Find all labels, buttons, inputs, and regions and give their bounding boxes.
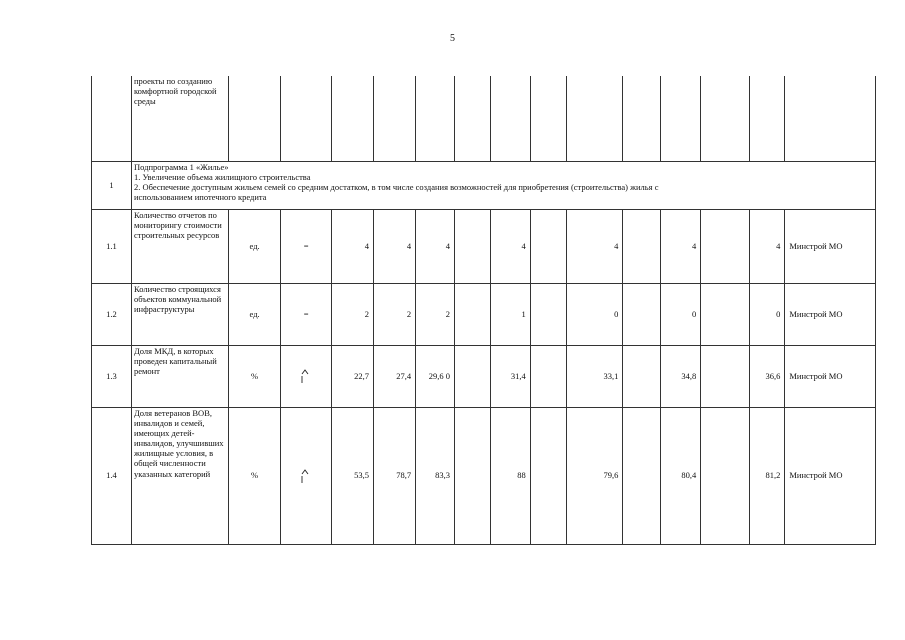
- cell-num: [92, 76, 132, 161]
- cell-value: 0: [566, 283, 623, 345]
- cell-value: [455, 283, 491, 345]
- cell-responsible: Минстрой МО: [785, 407, 876, 544]
- cell-value: 4: [331, 209, 373, 283]
- cell-value: 83,3: [416, 407, 455, 544]
- cell-value: 53,5: [331, 407, 373, 544]
- cell-value: 27,4: [374, 345, 416, 407]
- subprogram-goal-1: 1. Увеличение объема жилищного строительства: [133, 171, 311, 182]
- cell-value: [455, 407, 491, 544]
- cell-value: [701, 209, 749, 283]
- cell-value: 4: [566, 209, 623, 283]
- cell-value: 34,8: [661, 345, 701, 407]
- cell-value: [455, 209, 491, 283]
- cell-value: [530, 407, 566, 544]
- cell-name: Количество строящихся объектов коммунальной инфраструктуры: [131, 283, 228, 345]
- cell-value: 78,7: [374, 407, 416, 544]
- cell-value: 4: [749, 209, 785, 283]
- cell-value: 4: [374, 209, 416, 283]
- cell-num: 1: [92, 161, 132, 209]
- cell-value: 33,1: [566, 345, 623, 407]
- cell-name: Количество отчетов по мониторингу стоимости строительных ресурсов: [131, 209, 228, 283]
- cell-value: 2: [416, 283, 455, 345]
- cell-value: 79,6: [566, 407, 623, 544]
- indicators-table: [91, 76, 876, 545]
- cell-name: Доля МКД, в которых проведен капитальный ремонт: [131, 345, 228, 407]
- cell-value: 4: [661, 209, 701, 283]
- cell-value: 0: [661, 283, 701, 345]
- cell-value: 81,2: [749, 407, 785, 544]
- table-row: [92, 345, 876, 407]
- subprogram-goal-2: 2. Обеспечение доступным жильем семей со средним достатком, в том числе создания возможностей для приобретения (строительства) жилья с: [133, 181, 659, 192]
- cell-value: 80,4: [661, 407, 701, 544]
- cell-num: 1.2: [92, 283, 132, 345]
- cell-value: 2: [374, 283, 416, 345]
- cell-value: [701, 407, 749, 544]
- cell-value: 29,6 0: [416, 345, 455, 407]
- cell-type: [281, 345, 332, 407]
- page-number: 5: [450, 33, 455, 44]
- cell-unit: ед.: [228, 209, 281, 283]
- cell-type: =: [281, 209, 332, 283]
- subprogram-description: [131, 161, 875, 209]
- subprogram-title: Подпрограмма 1 «Жилье»: [133, 161, 229, 172]
- cell-value: [530, 209, 566, 283]
- cell-value: [623, 209, 661, 283]
- cell-unit: ед.: [228, 283, 281, 345]
- table-row: [92, 283, 876, 345]
- cell-value: [623, 283, 661, 345]
- cell-responsible: Минстрой МО: [785, 283, 876, 345]
- cell-value: 22,7: [331, 345, 373, 407]
- cell-value: [530, 283, 566, 345]
- cell-value: 0: [749, 283, 785, 345]
- cell-unit: %: [228, 345, 281, 407]
- cell-value: 4: [416, 209, 455, 283]
- table-row-subprogram: [92, 161, 876, 209]
- cell-unit: %: [228, 407, 281, 544]
- cell-value: [530, 345, 566, 407]
- arrow-up-icon: [299, 368, 313, 384]
- cell-name: Доля ветеранов ВОВ, инвалидов и семей, имеющих детей-инвалидов, улучшивших жилищные условия, в общей численности указанных категорий: [131, 407, 228, 544]
- cell-value: [701, 283, 749, 345]
- cell-name: проекты по созданию комфортной городской среды: [131, 76, 228, 161]
- cell-num: 1.4: [92, 407, 132, 544]
- cell-value: 4: [490, 209, 530, 283]
- cell-value: 36,6: [749, 345, 785, 407]
- cell-value: [623, 407, 661, 544]
- table-row: [92, 407, 876, 544]
- cell-value: 1: [490, 283, 530, 345]
- subprogram-goal-2-cont: использованием ипотечного кредита: [133, 192, 267, 203]
- cell-type: [281, 407, 332, 544]
- arrow-up-icon: [299, 468, 313, 484]
- cell-num: 1.1: [92, 209, 132, 283]
- cell-responsible: Минстрой МО: [785, 345, 876, 407]
- table-row-top: [92, 76, 876, 161]
- cell-num: 1.3: [92, 345, 132, 407]
- cell-value: 31,4: [490, 345, 530, 407]
- cell-value: [623, 345, 661, 407]
- cell-value: 88: [490, 407, 530, 544]
- cell-value: [455, 345, 491, 407]
- cell-value: 2: [331, 283, 373, 345]
- cell-type: =: [281, 283, 332, 345]
- cell-value: [701, 345, 749, 407]
- table-row: [92, 209, 876, 283]
- cell-responsible: Минстрой МО: [785, 209, 876, 283]
